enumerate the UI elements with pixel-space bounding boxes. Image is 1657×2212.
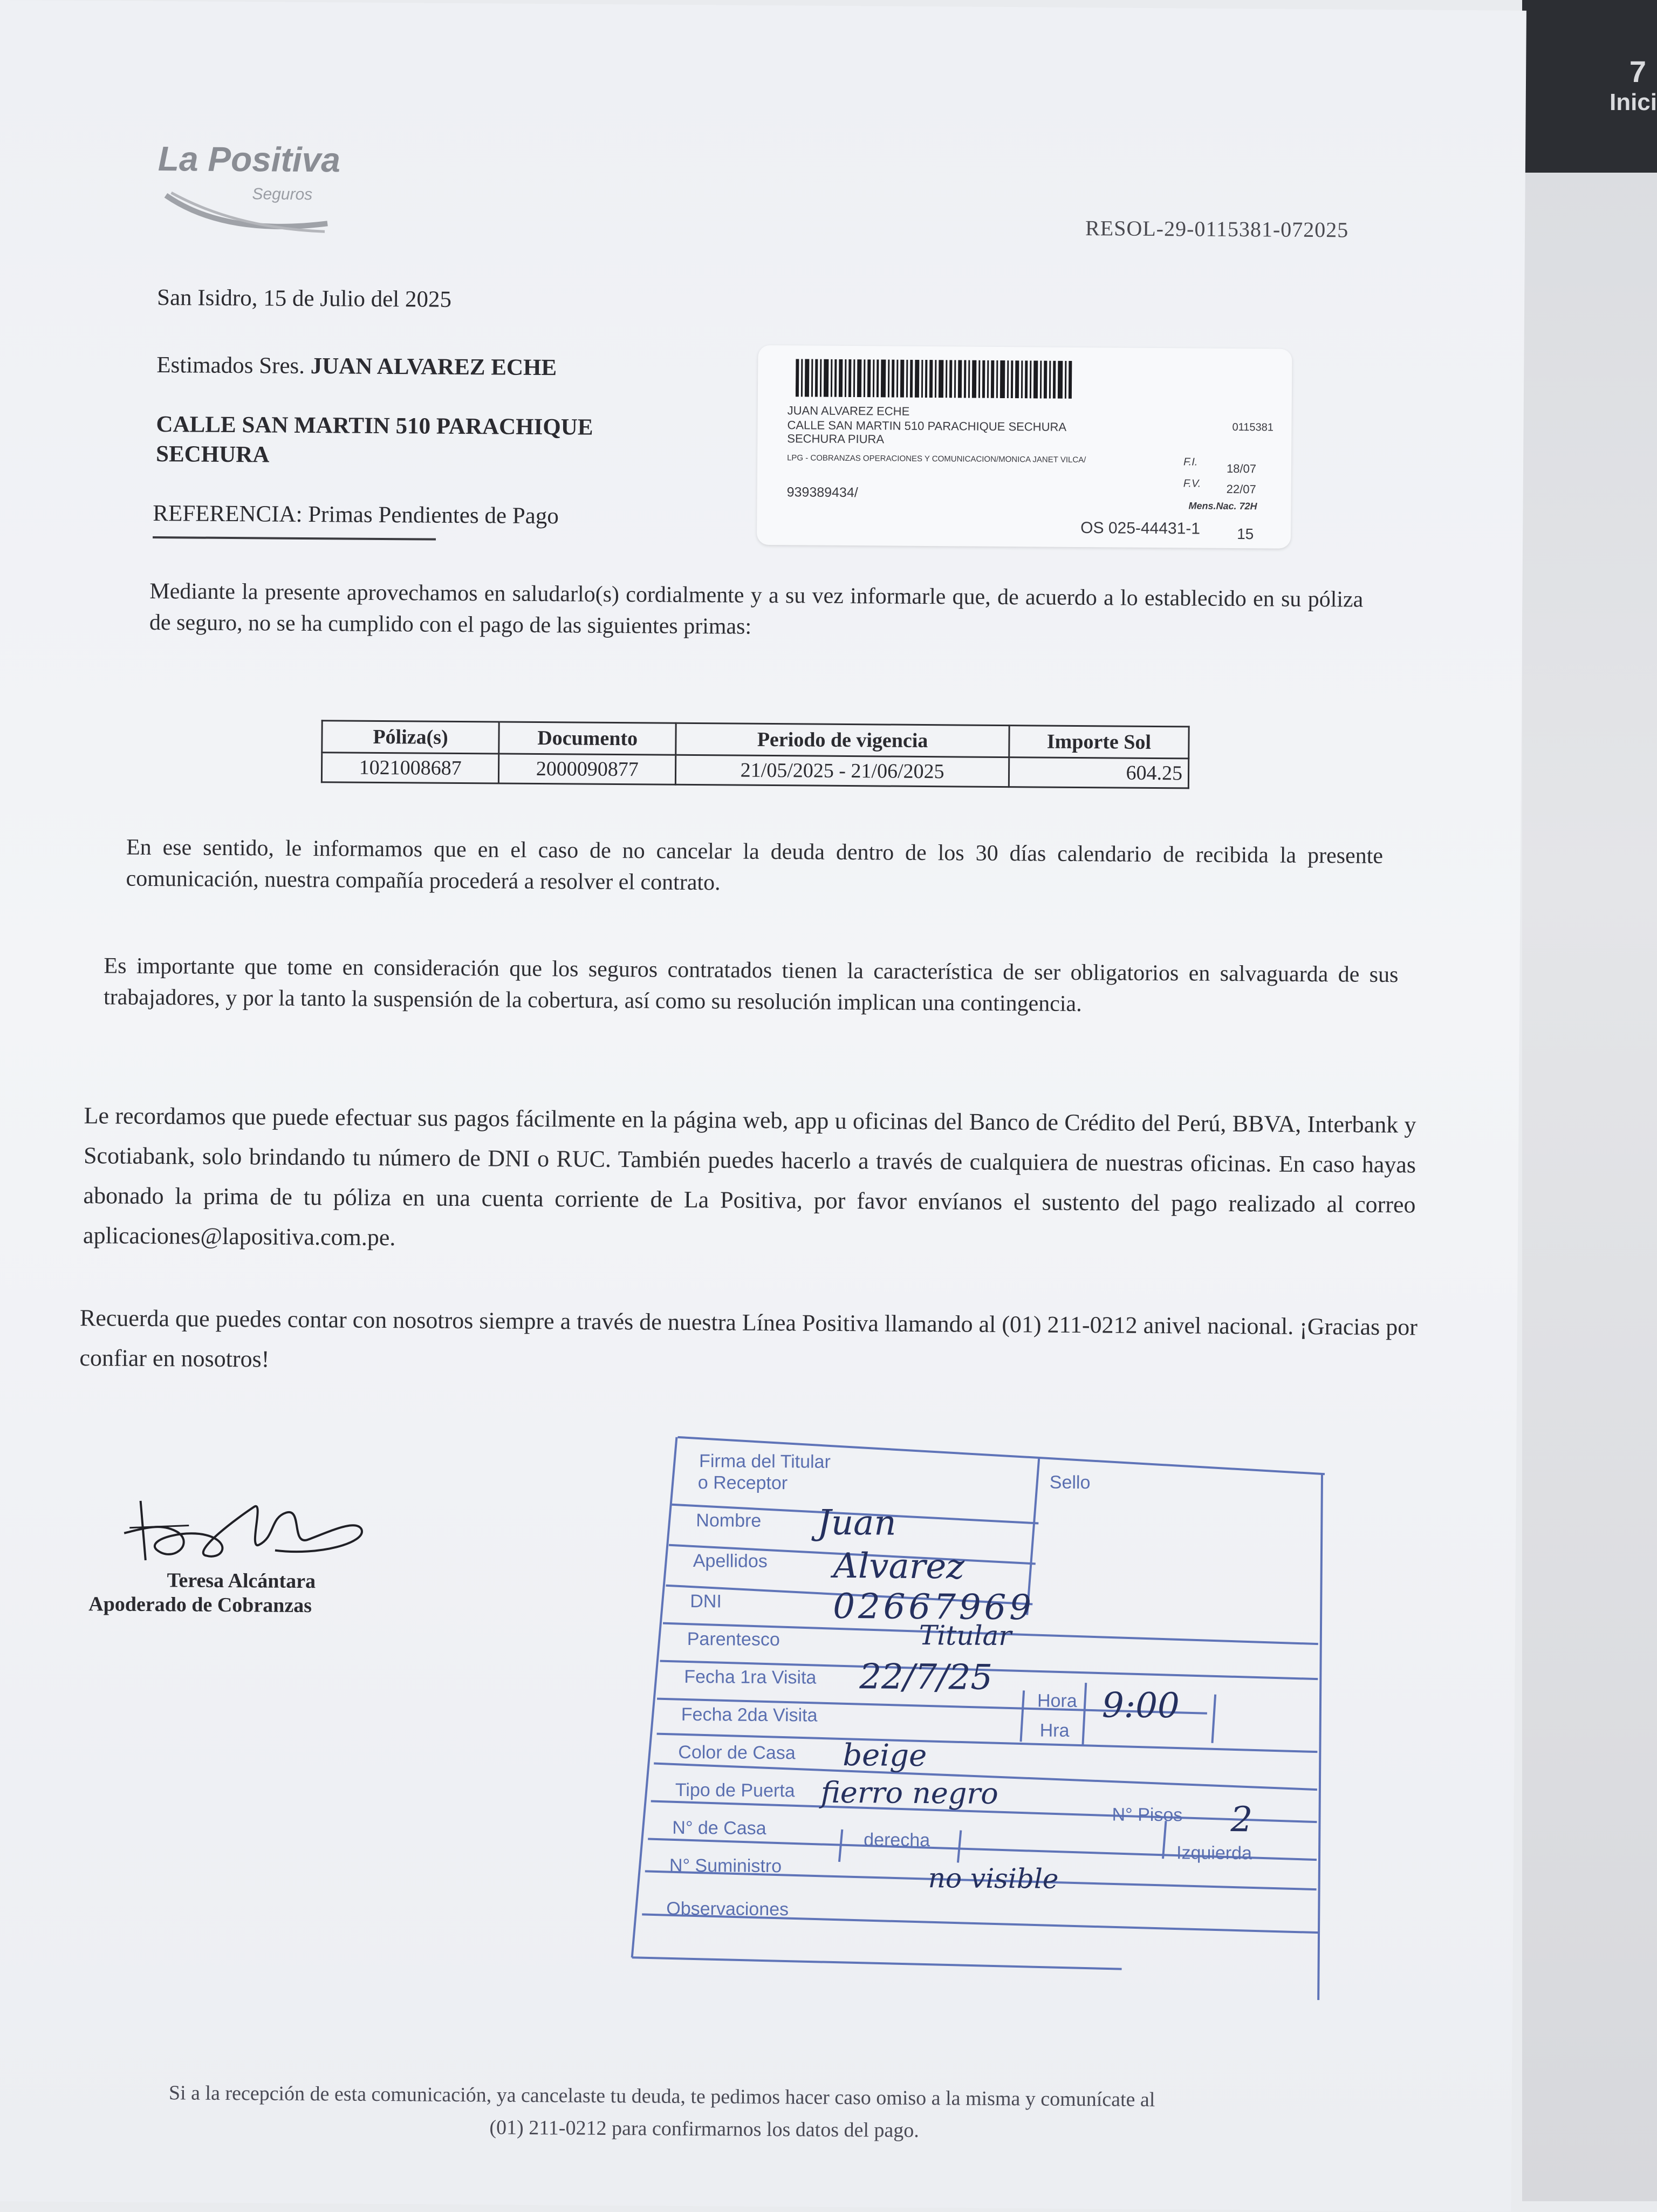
stamp-parentesco-label: Parentesco: [687, 1628, 780, 1650]
signature-icon: [113, 1469, 373, 1578]
stamp-color-casa-label: Color de Casa: [678, 1742, 796, 1764]
background-surface: [1522, 0, 1657, 2201]
table-header-row: [322, 721, 1189, 759]
stamp-suministro-label: N° Suministro: [669, 1855, 782, 1877]
stamp-hora2-label: Hra: [1039, 1720, 1070, 1741]
column-header-document: Documento: [499, 722, 676, 755]
hand-apellidos: Alvarez: [833, 1546, 965, 1587]
hand-dni: 02667969: [832, 1586, 1035, 1628]
stamp-nombre-label: Nombre: [696, 1510, 762, 1531]
hand-color: beige: [843, 1737, 927, 1774]
label-phone: 939389434/: [786, 484, 858, 501]
reference-underline: [153, 536, 436, 541]
label-fi-value: 18/07: [1226, 461, 1257, 476]
hand-fecha: 22/7/25: [859, 1657, 993, 1698]
signer-name: Teresa Alcántara: [167, 1569, 316, 1593]
stamp-izquierda-label: Izquierda: [1176, 1842, 1252, 1864]
column-header-policy: Póliza(s): [322, 721, 499, 754]
reference-line: REFERENCIA: Primas Pendientes de Pago: [153, 501, 559, 529]
label-os-suffix: 15: [1237, 525, 1254, 543]
stamp-dni-label: DNI: [690, 1591, 722, 1612]
column-header-amount: Importe Sol: [1009, 726, 1189, 759]
address-line-1: CALLE SAN MARTIN 510 PARACHIQUE: [156, 412, 593, 440]
stamp-fecha1-label: Fecha 1ra Visita: [684, 1666, 817, 1688]
stamp-fecha2-label: Fecha 2da Visita: [681, 1704, 818, 1726]
label-fi-label: F.I.: [1183, 456, 1198, 468]
cell-policy: 1021008687: [321, 753, 499, 783]
label-address-1: CALLE SAN MARTIN 510 PARACHIQUE SECHURA: [787, 418, 1067, 434]
stamp-observaciones-label: Observaciones: [666, 1898, 789, 1920]
mailing-label: [757, 345, 1292, 549]
column-header-period: Periodo de vigencia: [676, 723, 1009, 757]
paragraph-deadline: En ese sentido, le informamos que en el caso de no cancelar la deuda dentro de los 30 días calendario de recibida la presente comunicación, nuestra compañía procederá a resolver el contrato.: [126, 835, 1384, 896]
stamp-n-casa-label: N° de Casa: [672, 1817, 766, 1839]
stamp-tipo-puerta-label: Tipo de Puerta: [675, 1779, 795, 1801]
label-address-2: SECHURA PIURA: [787, 432, 885, 446]
footer-line-1: Si a la recepción de esta comunicación, ya cancelaste tu deuda, te pedimos hacer caso omiso a la misma y comunícate al: [168, 2081, 1155, 2112]
letter-date: San Isidro, 15 de Julio del 2025: [156, 285, 452, 312]
stamp-pisos-label: N° Pisos: [1112, 1804, 1183, 1826]
footer-line-2: (01) 211-0212 para confirmarnos los datos del pago.: [489, 2116, 920, 2142]
label-sender: LPG - COBRANZAS OPERACIONES Y COMUNICACION/MONICA JANET VILCA/: [787, 453, 1086, 465]
hand-hora: 9:00: [1101, 1685, 1180, 1726]
label-name: JUAN ALVAREZ ECHE: [787, 404, 910, 418]
hand-suministro: no visible: [928, 1862, 1059, 1895]
signer-title: Apoderado de Cobranzas: [88, 1593, 312, 1617]
stamp-receptor-label: o Receptor: [697, 1472, 788, 1494]
company-logo-name: La Positiva: [158, 139, 341, 180]
label-fv-label: F.V.: [1183, 477, 1201, 490]
cell-document: 2000090877: [499, 754, 676, 784]
reception-stamp: [625, 1429, 1330, 2005]
cell-period: 21/05/2025 - 21/06/2025: [676, 755, 1009, 787]
barcode-icon: [796, 359, 1076, 399]
label-service: Mens.Nac. 72H: [1188, 500, 1257, 512]
paragraph-payment: Le recordamos que puede efectuar sus pagos fácilmente en la página web, app u oficinas del Banco de Crédito del Perú, BBVA, Interbank y Scotiabank, solo brindando tu número de DNI o RUC. También puedes hacerlo a través de cualquiera de nuestras oficinas. En caso hayas abonado la prima de tu póliza en una cuenta corriente de La Positiva, por favor envíanos el sustento del pago realizado al correo aplicaciones@lapositiva.com.pe.: [83, 1102, 1416, 1251]
greeting: [156, 352, 557, 381]
cell-amount: 604.25: [1009, 757, 1188, 788]
corner-number: 7: [1629, 54, 1646, 88]
stamp-sello-label: Sello: [1049, 1472, 1091, 1493]
premiums-table: [321, 720, 1190, 789]
stamp-firma-label: Firma del Titular: [699, 1451, 831, 1472]
hand-parentesco: Titular: [919, 1619, 1012, 1652]
label-os-number: OS 025-44431-1: [1080, 519, 1201, 538]
company-logo-sub: Seguros: [252, 185, 313, 204]
greeting-prefix: Estimados Sres.: [156, 352, 311, 379]
resolution-code: RESOL-29-0115381-072025: [1085, 216, 1349, 242]
stamp-hora-label: Hora: [1037, 1690, 1077, 1712]
paragraph-intro: Mediante la presente aprovechamos en saludarlo(s) cordialmente y a su vez informarle que, de acuerdo a lo establecido en su póliza de seguro, no se ha cumplido con el pago de las siguientes primas:: [149, 578, 1364, 639]
background-device-corner: [1522, 0, 1657, 173]
hand-puerta: fierro negro: [820, 1775, 998, 1811]
paragraph-importance: Es importante que tome en consideración que los seguros contratados tienen la característica de ser obligatorios en salvaguarda de sus trabajadores, y por la tanto la suspensión de la cobertura, así como su resolución implican una contingencia.: [103, 953, 1399, 1017]
label-fv-value: 22/07: [1226, 482, 1256, 496]
stamp-derecha-label: derecha: [864, 1829, 930, 1851]
corner-label: Inici: [1609, 89, 1657, 115]
address-line-2: SECHURA: [155, 441, 270, 468]
paragraph-contact: Recuerda que puedes contar con nosotros siempre a través de nuestra Línea Positiva llamando al (01) 211-0212 anivel nacional. ¡Gracias por confiar en nosotros!: [79, 1305, 1418, 1373]
hand-pisos: 2: [1230, 1800, 1253, 1840]
hand-nombre: Juan: [817, 1503, 896, 1544]
recipient-name: JUAN ALVAREZ ECHE: [310, 353, 557, 381]
stamp-apellidos-label: Apellidos: [693, 1551, 768, 1572]
label-code: 0115381: [1232, 421, 1273, 434]
table-row: [321, 753, 1188, 788]
